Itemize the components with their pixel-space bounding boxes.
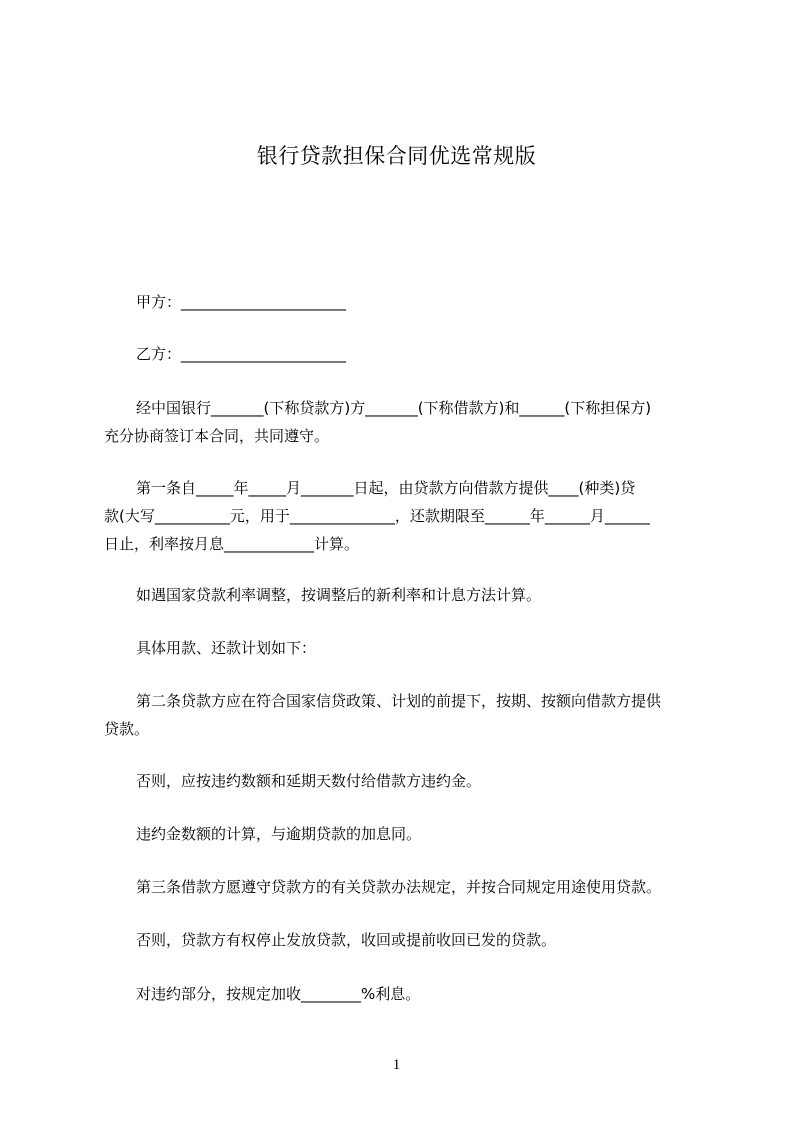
page-number: 1 <box>392 1057 401 1073</box>
article-1-line-3: 日止，利率按月息____________计算。 <box>104 535 360 553</box>
intro-line-1: 经中国银行_______(下称贷款方)方_______(下称借款方)和______(下称担保方) <box>136 399 652 417</box>
party-b-line: 乙方：______________________ <box>136 345 347 363</box>
penalty-paragraph: 否则，应按违约数额和延期天数付给借款方违约金。 <box>136 772 482 790</box>
surcharge-paragraph: 对违约部分，按规定加收________%利息。 <box>136 985 421 1003</box>
interest-adjust-paragraph: 如遇国家贷款利率调整，按调整后的新利率和计息方法计算。 <box>136 586 542 604</box>
party-a-line: 甲方：______________________ <box>136 293 347 311</box>
article-2-line-1: 第二条贷款方应在符合国家信贷政策、计划的前提下，按期、按额向借款方提供 <box>136 692 662 710</box>
intro-line-2: 充分协商签订本合同，共同遵守。 <box>104 427 330 445</box>
plan-paragraph: 具体用款、还款计划如下： <box>136 639 317 657</box>
article-2-line-2: 贷款。 <box>104 720 150 738</box>
article-1-line-1: 第一条自_____年_____月_______日起，由贷款方向借款方提供____(种类)贷 <box>136 479 636 497</box>
document-title: 银行贷款担保合同优选常规版 <box>256 144 537 168</box>
article-3-paragraph: 第三条借款方愿遵守贷款方的有关贷款办法规定，并按合同规定用途使用贷款。 <box>136 878 662 896</box>
article-3-else-paragraph: 否则，贷款方有权停止发放贷款，收回或提前收回已发的贷款。 <box>136 931 557 949</box>
article-1-line-2: 款(大写__________元，用于______________，还款期限至______年______月______ <box>104 507 650 525</box>
penalty-calc-paragraph: 违约金数额的计算，与逾期贷款的加息同。 <box>136 825 422 843</box>
